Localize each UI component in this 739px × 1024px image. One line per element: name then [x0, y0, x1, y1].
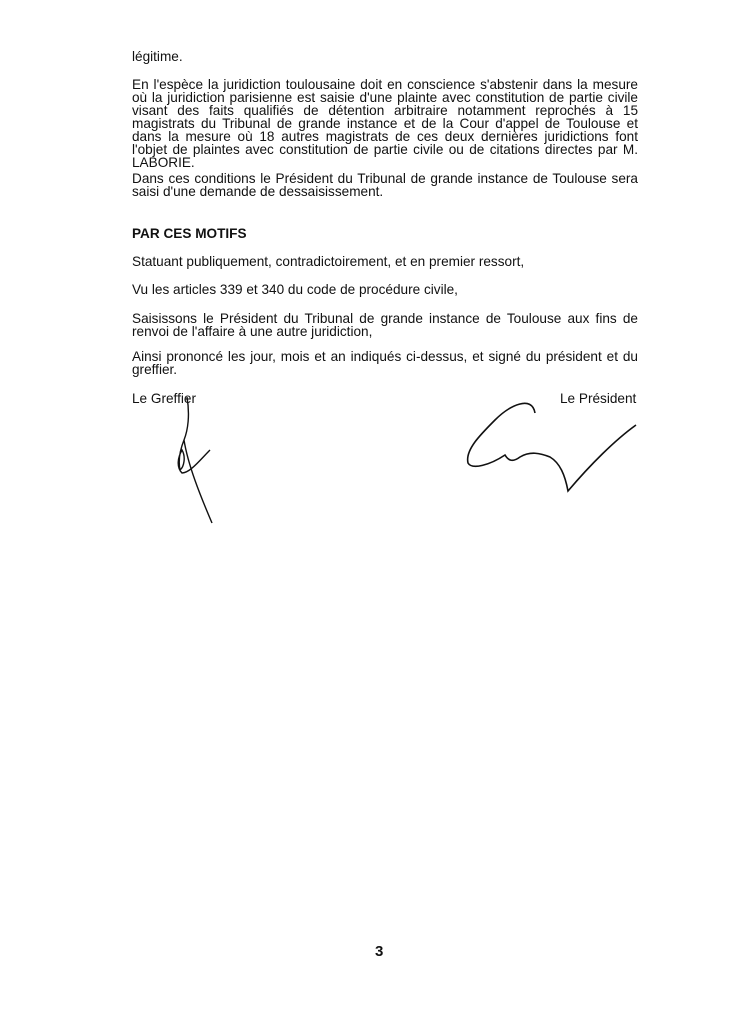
president-label: Le Président [560, 391, 637, 406]
paragraph-legitime: légitime. [132, 49, 183, 64]
section-heading-motifs: PAR CES MOTIFS [132, 226, 247, 241]
motif-saisissons: Saisissons le Président du Tribunal de grande instance de Toulouse aux fins de renvoi de l'affaire à une autre juridiction, [132, 311, 638, 339]
motif-articles: Vu les articles 339 et 340 du code de procédure civile, [132, 282, 458, 297]
motif-statuant: Statuant publiquement, contradictoirement, et en premier ressort, [132, 254, 525, 269]
page-number: 3 [375, 943, 384, 960]
greffier-label: Le Greffier [132, 391, 196, 406]
paragraph-conditions: Dans ces conditions le Président du Tribunal de grande instance de Toulouse sera saisi d'une demande de dessaisissement. [132, 171, 638, 199]
greffier-signature [160, 395, 230, 525]
motif-ainsi: Ainsi prononcé les jour, mois et an indiqués ci-dessus, et signé du président et du greffier. [132, 349, 638, 377]
president-signature [460, 395, 645, 495]
paragraph-espece: En l'espèce la juridiction toulousaine doit en conscience s'abstenir dans la mesure où la juridiction parisienne est saisie d'une plainte avec constitution de partie civile visant des faits qualifiés de détention arbitraire notamment reprochés à 15 magistrats du Tribunal de grande instance et de la Cour d'appel de Toulouse et dans la mesure où 18 autres magistrats de ces deux dernières juridictions font l'objet de plaintes avec constitution de partie civile ou de citations directes par M. LABORIE. [132, 77, 638, 170]
